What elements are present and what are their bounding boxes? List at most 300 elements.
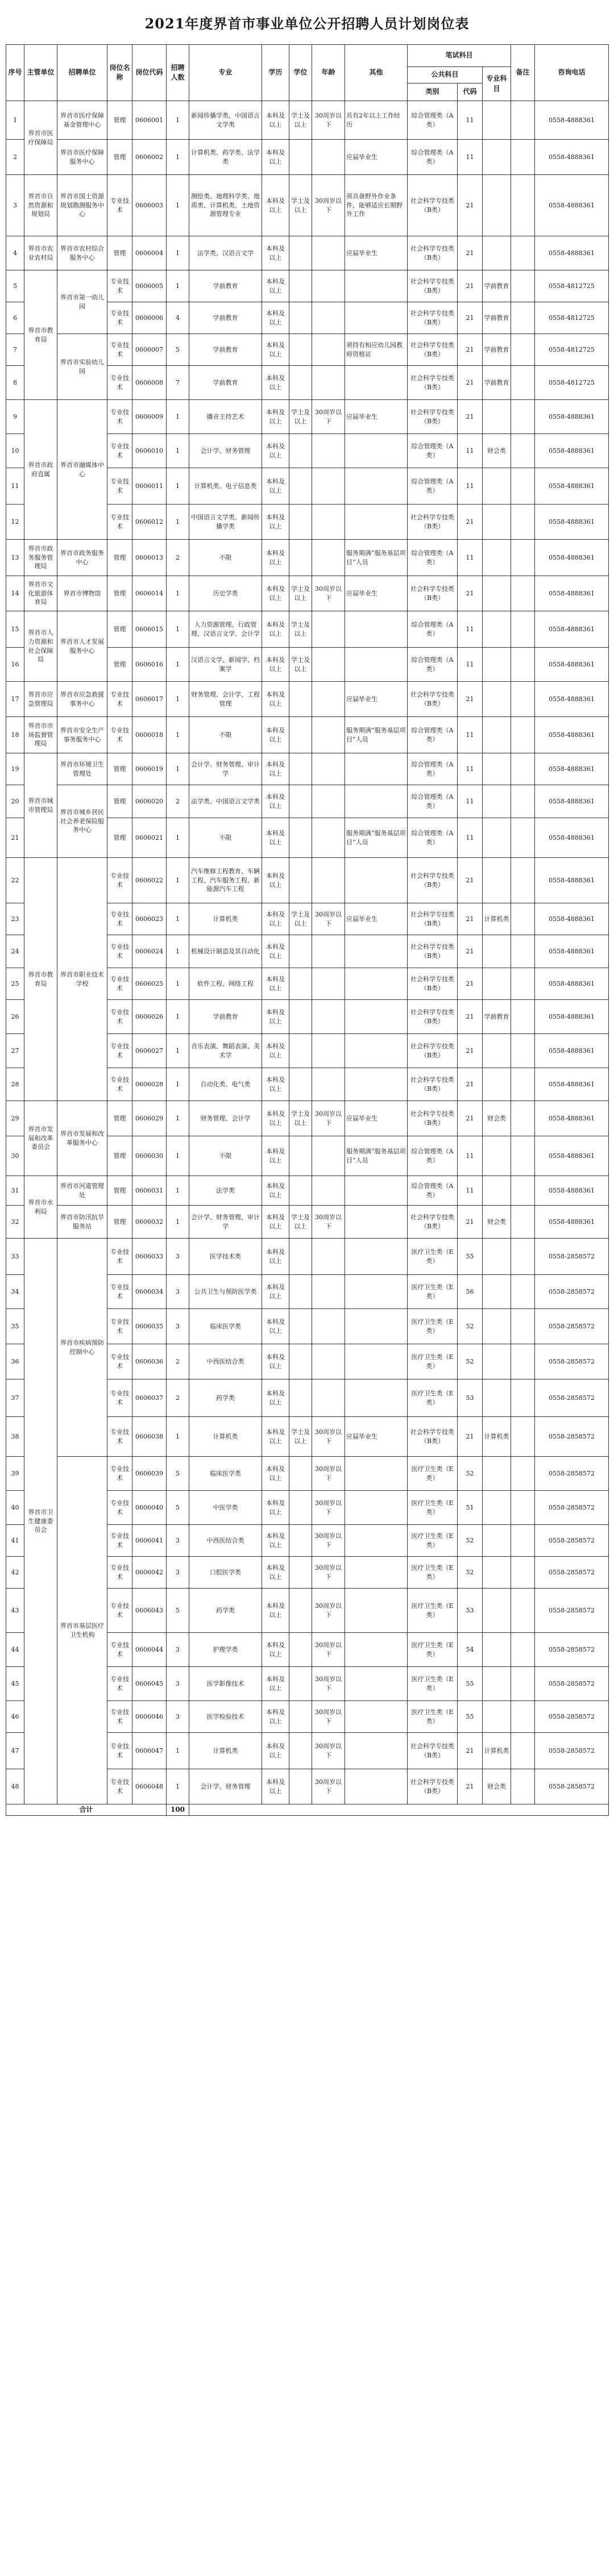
cell-category-code: 21 — [458, 1769, 483, 1804]
cell-age: 30周岁以下 — [312, 576, 345, 611]
cell-no: 44 — [6, 1633, 24, 1667]
cell-count: 5 — [167, 1491, 189, 1525]
cell-education: 本科及以上 — [262, 968, 289, 1000]
cell-professional-subject: 财会类 — [483, 1101, 511, 1136]
cell-other — [345, 468, 408, 505]
cell-dept: 界首市城市管理局 — [24, 753, 57, 858]
cell-category-code: 21 — [458, 858, 483, 903]
cell-count: 1 — [167, 270, 189, 302]
cell-position-code: 0606006 — [132, 302, 167, 334]
header-unit: 招聘单位 — [57, 45, 107, 101]
cell-dept: 界首市人力资源和社会保障局 — [24, 611, 57, 682]
cell-age: 30周岁以下 — [312, 1769, 345, 1804]
cell-degree: 学士及以上 — [289, 1101, 312, 1136]
cell-degree: 学士及以上 — [289, 101, 312, 140]
cell-position-name: 专业技术 — [107, 434, 132, 468]
cell-position-name: 管理 — [107, 753, 132, 785]
cell-education: 本科及以上 — [262, 334, 289, 366]
cell-category: 医疗卫生类（E类） — [408, 1525, 458, 1557]
cell-professional-subject — [483, 1491, 511, 1525]
cell-count: 1 — [167, 648, 189, 682]
cell-no: 30 — [6, 1136, 24, 1176]
cell-note — [511, 611, 535, 648]
table-row — [6, 1239, 609, 1275]
cell-no: 45 — [6, 1667, 24, 1701]
cell-age — [312, 270, 345, 302]
cell-count: 3 — [167, 1667, 189, 1701]
cell-no: 29 — [6, 1101, 24, 1136]
cell-other: 应届毕业生 — [345, 140, 408, 175]
cell-age — [312, 682, 345, 717]
cell-other — [345, 270, 408, 302]
cell-count: 1 — [167, 1068, 189, 1101]
cell-no: 48 — [6, 1769, 24, 1804]
cell-degree — [289, 682, 312, 717]
cell-position-name: 管理 — [107, 1206, 132, 1239]
header-age: 年龄 — [312, 45, 345, 101]
cell-dept: 界首市政务服务管理局 — [24, 540, 57, 576]
cell-position-code: 0606044 — [132, 1633, 167, 1667]
cell-phone: 0558-4888361 — [535, 1068, 609, 1101]
cell-phone: 0558-4888361 — [535, 753, 609, 785]
page-title: 2021年度界首市事业单位公开招聘人员计划岗位表 — [144, 15, 470, 32]
cell-other — [345, 1176, 408, 1206]
table-row — [6, 1206, 609, 1239]
cell-position-name: 专业技术 — [107, 935, 132, 968]
cell-no: 39 — [6, 1457, 24, 1491]
cell-professional-subject — [483, 1667, 511, 1701]
cell-note — [511, 101, 535, 140]
cell-education: 本科及以上 — [262, 270, 289, 302]
cell-position-code: 0606029 — [132, 1101, 167, 1136]
cell-category: 社会科学专技类（B类） — [408, 1000, 458, 1034]
cell-category: 医疗卫生类（E类） — [408, 1275, 458, 1309]
cell-major: 学前教育 — [189, 1000, 262, 1034]
cell-phone: 0558-4888361 — [535, 1034, 609, 1068]
cell-category-code: 52 — [458, 1525, 483, 1557]
cell-degree — [289, 1525, 312, 1557]
cell-phone: 0558-4888361 — [535, 1136, 609, 1176]
cell-other: 服务期满“服务基层项目”人员 — [345, 717, 408, 753]
cell-dept: 界首市农业农村局 — [24, 236, 57, 270]
cell-degree — [289, 1733, 312, 1769]
cell-note — [511, 1769, 535, 1804]
cell-category-code: 11 — [458, 785, 483, 818]
cell-position-code: 0606037 — [132, 1379, 167, 1417]
cell-phone: 0558-2858572 — [535, 1417, 609, 1457]
cell-note — [511, 1667, 535, 1701]
cell-education: 本科及以上 — [262, 1457, 289, 1491]
cell-major: 不限 — [189, 717, 262, 753]
cell-other — [345, 1769, 408, 1804]
cell-unit: 界首市城乡居民社会养老保险服务中心 — [57, 785, 107, 858]
cell-other — [345, 1344, 408, 1379]
cell-unit: 界首市融媒体中心 — [57, 400, 107, 540]
cell-phone: 0558-4888361 — [535, 1101, 609, 1136]
cell-position-code: 0606011 — [132, 468, 167, 505]
cell-other: 应届毕业生 — [345, 576, 408, 611]
cell-no: 19 — [6, 753, 24, 785]
cell-major: 中医学类 — [189, 1491, 262, 1525]
cell-degree — [289, 468, 312, 505]
table-row — [6, 1101, 609, 1136]
header-degree: 学位 — [289, 45, 312, 101]
cell-unit: 界首市发展和改革服务中心 — [57, 1101, 107, 1176]
table-body — [6, 101, 609, 1804]
cell-other — [345, 968, 408, 1000]
cell-professional-subject — [483, 682, 511, 717]
cell-no: 23 — [6, 903, 24, 935]
cell-no: 4 — [6, 236, 24, 270]
cell-degree — [289, 1239, 312, 1275]
cell-no: 43 — [6, 1589, 24, 1633]
cell-major: 药学类 — [189, 1589, 262, 1633]
cell-position-name: 专业技术 — [107, 1667, 132, 1701]
cell-note — [511, 1417, 535, 1457]
cell-education: 本科及以上 — [262, 1733, 289, 1769]
cell-other — [345, 753, 408, 785]
cell-professional-subject — [483, 785, 511, 818]
cell-other: 应届毕业生 — [345, 1101, 408, 1136]
cell-position-name: 专业技术 — [107, 1491, 132, 1525]
cell-major: 汉语言文学、新闻学、档案学 — [189, 648, 262, 682]
cell-professional-subject — [483, 400, 511, 434]
cell-education: 本科及以上 — [262, 140, 289, 175]
cell-category-code: 21 — [458, 1000, 483, 1034]
cell-phone: 0558-4812725 — [535, 302, 609, 334]
cell-category: 社会科学专技类（B类） — [408, 935, 458, 968]
cell-major: 医学影像技术 — [189, 1667, 262, 1701]
cell-position-code: 0606007 — [132, 334, 167, 366]
cell-unit: 界首市国土资源规划勘测服务中心 — [57, 175, 107, 236]
cell-degree — [289, 1557, 312, 1589]
cell-professional-subject: 学前教育 — [483, 302, 511, 334]
cell-phone: 0558-2858572 — [535, 1309, 609, 1344]
cell-category-code: 21 — [458, 1034, 483, 1068]
cell-age: 30周岁以下 — [312, 1733, 345, 1769]
cell-age: 30周岁以下 — [312, 400, 345, 434]
cell-category: 综合管理类（A类） — [408, 140, 458, 175]
cell-major: 自动化类、电气类 — [189, 1068, 262, 1101]
cell-category-code: 11 — [458, 434, 483, 468]
cell-professional-subject — [483, 968, 511, 1000]
cell-note — [511, 1136, 535, 1176]
cell-category-code: 21 — [458, 400, 483, 434]
cell-no: 35 — [6, 1309, 24, 1344]
cell-position-name: 专业技术 — [107, 1457, 132, 1491]
cell-other — [345, 302, 408, 334]
cell-count: 5 — [167, 1589, 189, 1633]
cell-age — [312, 334, 345, 366]
cell-age — [312, 818, 345, 858]
cell-education: 本科及以上 — [262, 1667, 289, 1701]
cell-unit: 界首市防汛抗旱服务站 — [57, 1206, 107, 1239]
cell-category-code: 21 — [458, 302, 483, 334]
cell-major: 会计学、财务管理 — [189, 434, 262, 468]
cell-dept: 界首市市场监督管理局 — [24, 717, 57, 753]
cell-count: 1 — [167, 1176, 189, 1206]
cell-age — [312, 1239, 345, 1275]
cell-category-code: 51 — [458, 1491, 483, 1525]
cell-category-code: 52 — [458, 1457, 483, 1491]
cell-professional-subject: 学前教育 — [483, 270, 511, 302]
cell-professional-subject: 学前教育 — [483, 366, 511, 400]
cell-note — [511, 1034, 535, 1068]
cell-position-code: 0606017 — [132, 682, 167, 717]
cell-major: 会计学、财务管理 — [189, 1769, 262, 1804]
cell-professional-subject — [483, 1457, 511, 1491]
cell-degree — [289, 1176, 312, 1206]
cell-no: 42 — [6, 1557, 24, 1589]
cell-count: 1 — [167, 1034, 189, 1068]
cell-category-code: 21 — [458, 175, 483, 236]
cell-position-name: 专业技术 — [107, 270, 132, 302]
cell-education: 本科及以上 — [262, 101, 289, 140]
cell-education: 本科及以上 — [262, 1136, 289, 1176]
cell-age: 30周岁以下 — [312, 1457, 345, 1491]
cell-position-name: 管理 — [107, 1136, 132, 1176]
cell-no: 20 — [6, 785, 24, 818]
cell-position-name: 管理 — [107, 101, 132, 140]
cell-age — [312, 468, 345, 505]
cell-position-name: 管理 — [107, 236, 132, 270]
cell-age: 30周岁以下 — [312, 1525, 345, 1557]
cell-position-name: 专业技术 — [107, 717, 132, 753]
cell-no: 12 — [6, 505, 24, 540]
cell-professional-subject — [483, 1275, 511, 1309]
cell-note — [511, 1309, 535, 1344]
cell-education: 本科及以上 — [262, 1589, 289, 1633]
cell-category: 医疗卫生类（E类） — [408, 1344, 458, 1379]
cell-professional-subject — [483, 468, 511, 505]
cell-degree — [289, 968, 312, 1000]
cell-major: 不限 — [189, 540, 262, 576]
cell-professional-subject — [483, 648, 511, 682]
cell-position-name: 专业技术 — [107, 1769, 132, 1804]
cell-education: 本科及以上 — [262, 1000, 289, 1034]
cell-position-code: 0606019 — [132, 753, 167, 785]
cell-major: 会计学、财务管理、审计学 — [189, 753, 262, 785]
cell-phone: 0558-4812725 — [535, 334, 609, 366]
cell-category: 医疗卫生类（E类） — [408, 1701, 458, 1733]
cell-no: 26 — [6, 1000, 24, 1034]
cell-other: 服务期满“服务基层项目”人员 — [345, 540, 408, 576]
cell-education: 本科及以上 — [262, 1633, 289, 1667]
cell-major: 计算机类 — [189, 1733, 262, 1769]
cell-category-code: 21 — [458, 1733, 483, 1769]
cell-phone: 0558-4888361 — [535, 236, 609, 270]
cell-note — [511, 175, 535, 236]
cell-position-name: 管理 — [107, 540, 132, 576]
cell-dept: 界首市卫生健康委员会 — [24, 1239, 57, 1804]
cell-education: 本科及以上 — [262, 785, 289, 818]
cell-count: 2 — [167, 1344, 189, 1379]
cell-age — [312, 236, 345, 270]
cell-education: 本科及以上 — [262, 175, 289, 236]
cell-category: 综合管理类（A类） — [408, 785, 458, 818]
header-note: 备注 — [511, 45, 535, 101]
cell-phone: 0558-2858572 — [535, 1701, 609, 1733]
cell-category: 综合管理类（A类） — [408, 648, 458, 682]
cell-degree — [289, 1344, 312, 1379]
cell-position-name: 管理 — [107, 648, 132, 682]
table-row — [6, 175, 609, 236]
cell-count: 1 — [167, 400, 189, 434]
cell-other: 服务期满“服务基层项目”人员 — [345, 818, 408, 858]
cell-category: 综合管理类（A类） — [408, 611, 458, 648]
cell-position-code: 0606012 — [132, 505, 167, 540]
cell-other — [345, 785, 408, 818]
cell-note — [511, 540, 535, 576]
cell-category-code: 55 — [458, 1701, 483, 1733]
cell-position-code: 0606046 — [132, 1701, 167, 1733]
table-row — [6, 101, 609, 140]
cell-position-name: 管理 — [107, 611, 132, 648]
cell-no: 8 — [6, 366, 24, 400]
cell-professional-subject — [483, 236, 511, 270]
cell-major: 计算机类 — [189, 1417, 262, 1457]
cell-other — [345, 1034, 408, 1068]
cell-professional-subject — [483, 505, 511, 540]
cell-category: 社会科学专技类（B类） — [408, 1206, 458, 1239]
header-other: 其他 — [345, 45, 408, 101]
cell-phone: 0558-2858572 — [535, 1525, 609, 1557]
cell-education: 本科及以上 — [262, 468, 289, 505]
table-row — [6, 753, 609, 785]
cell-major: 学前教育 — [189, 366, 262, 400]
cell-dept: 界首市政府直属 — [24, 400, 57, 540]
cell-category-code: 56 — [458, 1275, 483, 1309]
cell-count: 5 — [167, 1457, 189, 1491]
cell-education: 本科及以上 — [262, 1379, 289, 1417]
cell-education: 本科及以上 — [262, 400, 289, 434]
cell-professional-subject: 财会类 — [483, 1206, 511, 1239]
cell-count: 1 — [167, 236, 189, 270]
cell-major: 财务管理、会计学 — [189, 1101, 262, 1136]
cell-professional-subject: 财会类 — [483, 434, 511, 468]
cell-note — [511, 334, 535, 366]
cell-dept: 界首市发展和改革委员会 — [24, 1101, 57, 1176]
cell-category-code: 21 — [458, 270, 483, 302]
cell-position-code: 0606045 — [132, 1667, 167, 1701]
cell-phone: 0558-2858572 — [535, 1633, 609, 1667]
cell-no: 10 — [6, 434, 24, 468]
cell-count: 1 — [167, 1769, 189, 1804]
cell-education: 本科及以上 — [262, 1176, 289, 1206]
cell-education: 本科及以上 — [262, 717, 289, 753]
cell-other — [345, 366, 408, 400]
cell-major: 计算机类、药学类、法学类 — [189, 140, 262, 175]
cell-professional-subject — [483, 1176, 511, 1206]
cell-phone: 0558-2858572 — [535, 1379, 609, 1417]
cell-other — [345, 1000, 408, 1034]
cell-major: 法学类、中国语言文学类 — [189, 785, 262, 818]
cell-category-code: 21 — [458, 366, 483, 400]
cell-degree — [289, 1000, 312, 1034]
cell-count: 2 — [167, 1379, 189, 1417]
cell-unit: 界首市疾病预防控制中心 — [57, 1239, 107, 1457]
cell-count: 1 — [167, 611, 189, 648]
cell-age — [312, 1068, 345, 1101]
cell-other — [345, 611, 408, 648]
cell-major: 软件工程、网络工程 — [189, 968, 262, 1000]
cell-no: 38 — [6, 1417, 24, 1457]
cell-phone: 0558-4888361 — [535, 400, 609, 434]
cell-education: 本科及以上 — [262, 1417, 289, 1457]
cell-age: 30周岁以下 — [312, 1417, 345, 1457]
cell-count: 3 — [167, 1525, 189, 1557]
cell-position-code: 0606025 — [132, 968, 167, 1000]
cell-no: 13 — [6, 540, 24, 576]
cell-phone: 0558-4888361 — [535, 1000, 609, 1034]
cell-degree — [289, 1068, 312, 1101]
cell-degree: 学士及以上 — [289, 1417, 312, 1457]
cell-position-name: 管理 — [107, 576, 132, 611]
cell-category: 医疗卫生类（E类） — [408, 1309, 458, 1344]
cell-degree — [289, 1034, 312, 1068]
cell-phone: 0558-2858572 — [535, 1589, 609, 1633]
cell-phone: 0558-4888361 — [535, 611, 609, 648]
cell-count: 1 — [167, 1417, 189, 1457]
cell-count: 3 — [167, 1557, 189, 1589]
cell-age: 30周岁以下 — [312, 1701, 345, 1733]
table-row — [6, 858, 609, 903]
cell-no: 36 — [6, 1344, 24, 1379]
header-public-subject: 公共科目 — [408, 67, 483, 84]
cell-position-name: 专业技术 — [107, 1344, 132, 1379]
cell-category-code: 21 — [458, 968, 483, 1000]
cell-count: 1 — [167, 1000, 189, 1034]
cell-category: 社会科学专技类（B类） — [408, 1034, 458, 1068]
cell-category-code: 21 — [458, 1206, 483, 1239]
header-code: 代码 — [458, 84, 483, 101]
cell-position-name: 专业技术 — [107, 505, 132, 540]
cell-category-code: 55 — [458, 1667, 483, 1701]
cell-other: 应届毕业生 — [345, 682, 408, 717]
cell-position-name: 专业技术 — [107, 1309, 132, 1344]
cell-note — [511, 400, 535, 434]
cell-phone: 0558-4888361 — [535, 140, 609, 175]
cell-education: 本科及以上 — [262, 858, 289, 903]
cell-degree — [289, 1457, 312, 1491]
cell-age: 30周岁以下 — [312, 1667, 345, 1701]
cell-other — [345, 1379, 408, 1417]
cell-age: 30周岁以下 — [312, 101, 345, 140]
cell-position-code: 0606026 — [132, 1000, 167, 1034]
cell-note — [511, 785, 535, 818]
cell-major: 法学类、汉语言文学 — [189, 236, 262, 270]
recruitment-table — [6, 44, 609, 1816]
cell-other — [345, 1068, 408, 1101]
table-row — [6, 400, 609, 434]
cell-no: 28 — [6, 1068, 24, 1101]
header-education: 学历 — [262, 45, 289, 101]
cell-unit: 界首市第一幼儿园 — [57, 270, 107, 334]
cell-count: 1 — [167, 434, 189, 468]
cell-age — [312, 858, 345, 903]
cell-degree — [289, 434, 312, 468]
cell-other — [345, 1557, 408, 1589]
cell-education: 本科及以上 — [262, 818, 289, 858]
cell-other: 须持有相应幼儿园教师资格证 — [345, 334, 408, 366]
cell-no: 15 — [6, 611, 24, 648]
cell-education: 本科及以上 — [262, 1239, 289, 1275]
cell-professional-subject — [483, 1589, 511, 1633]
cell-age: 30周岁以下 — [312, 1633, 345, 1667]
cell-phone: 0558-4888361 — [535, 576, 609, 611]
cell-degree — [289, 1667, 312, 1701]
cell-education: 本科及以上 — [262, 1701, 289, 1733]
